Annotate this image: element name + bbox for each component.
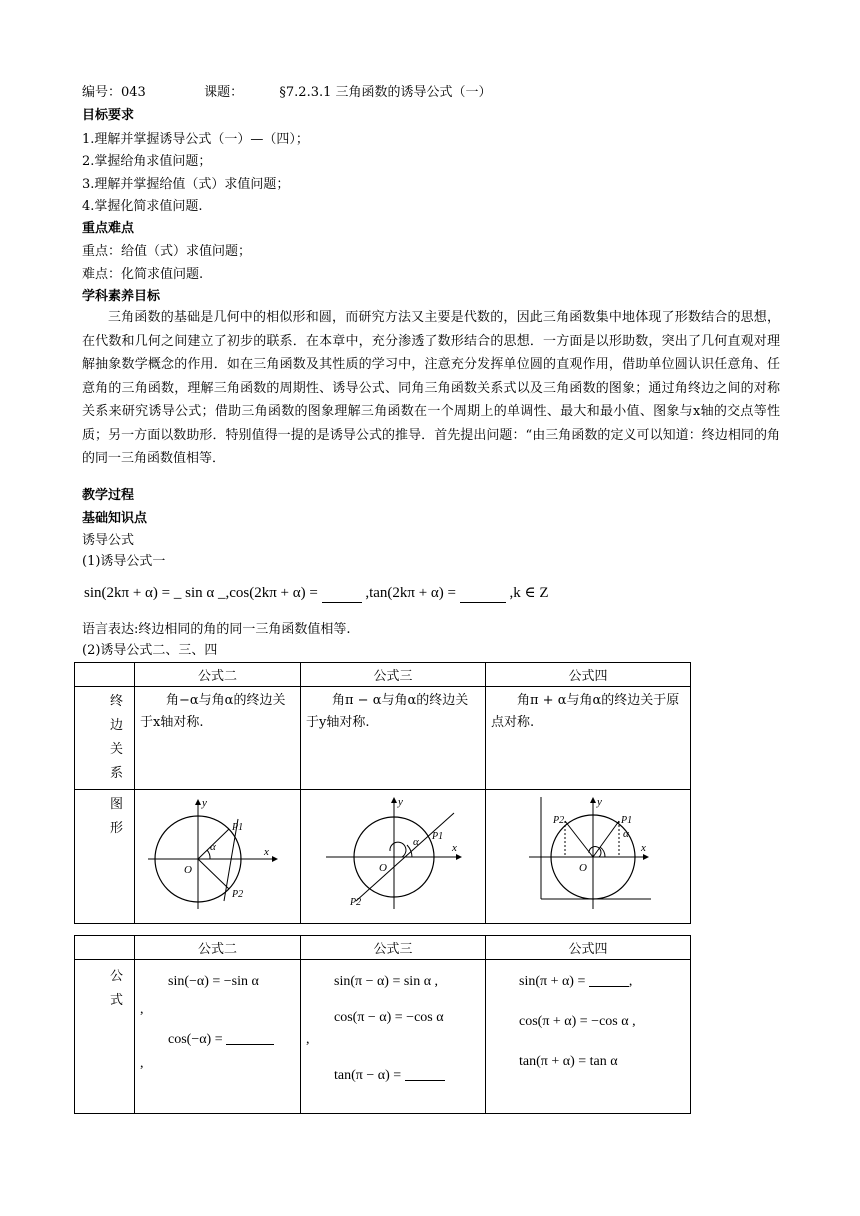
svg-text:α: α (413, 836, 419, 848)
svg-text:O: O (579, 862, 587, 874)
corner-cell (75, 936, 135, 960)
goals-heading: 目标要求 (82, 108, 135, 123)
row-label-relation: 终边关系 (75, 687, 135, 790)
formula3-sin: sin(π − α) = sin α , (334, 974, 439, 989)
comma: , (140, 1002, 144, 1017)
svg-text:x: x (452, 842, 457, 854)
formula-table (74, 935, 691, 1114)
svg-text:P2: P2 (232, 889, 244, 900)
svg-text:P2: P2 (350, 897, 362, 908)
formula4-sin-blank[interactable] (589, 972, 629, 987)
topic-label: 诱导公式 (82, 533, 135, 548)
literacy-paragraph: 三角函数的基础是几何中的相似形和圆，而研究方法又主要是代数的，因此三角函数集中地体现了形数结合的思想，在代数和几何之间建立了初步的联系．在本章中，充分渗透了数形结合的思想．一方面是以形助数，突出了几何直观对理解抽象数学概念的作用．如在三角函数及其性质的学习中，注意充分发挥单位圆的直观作用，借助单位圆认识任意角、任意角的三角函数，理解三角函数的周期性、诱导公式、同角三角函数关系式以及三角函数的图象；通过角终边之间的对称关系来研究诱导公式；借助三角函数的图象理解三角函数在一个周期上的单调性、最大和最小值、图象与x轴的交点等性质；另一方面以数助形．特别值得一提的是诱导公式的推导．首先提出问题：“由三角函数的定义可以知道：终边相同的角的同一三角函数值相等． (82, 310, 780, 466)
statement: 语言表达:终边相同的角的同一三角函数值相等. (82, 622, 351, 637)
row-label-figure: 图形 (75, 790, 135, 924)
header-line (82, 83, 492, 103)
col-header: 公式三 (301, 663, 486, 687)
literacy-heading: 学科素养目标 (82, 289, 161, 304)
formula2-sin: sin(−α) = −sin α (168, 974, 259, 989)
relation-cell: 角π − α与角α的终边关于y轴对称. (301, 687, 486, 790)
formula1-sin: sin(2kπ + α) = _ (84, 585, 182, 601)
figure-formula4 (491, 793, 681, 911)
goal-item: 2.掌握给角求值问题； (82, 154, 212, 169)
formula2-cos-blank[interactable] (226, 1030, 274, 1045)
formula4-cos: cos(π + α) = −cos α , (519, 1014, 636, 1029)
figure-cell (486, 790, 691, 924)
formula3-cos: cos(π − α) = −cos α (334, 1010, 444, 1025)
figure-cell (135, 790, 301, 924)
formula3-cell (301, 960, 486, 1114)
formula1-tan: ,tan(2kπ + α) = (365, 585, 456, 601)
svg-text:P1: P1 (432, 831, 444, 842)
col-header: 公式四 (486, 936, 691, 960)
process-heading: 教学过程 (82, 488, 135, 503)
svg-text:O: O (184, 864, 192, 876)
key-point: 重点：给值（式）求值问题； (82, 244, 252, 259)
figure-cell (301, 790, 486, 924)
topic-label: 课题： (204, 85, 244, 100)
formula2-cos: cos(−α) = (168, 1032, 223, 1047)
corner-cell (75, 663, 135, 687)
formula1-cos-blank[interactable] (322, 585, 362, 603)
svg-text:y: y (202, 797, 207, 809)
difficulty-point: 难点：化简求值问题. (82, 267, 204, 282)
formula1-tail: ,k ∈ Z (509, 585, 549, 601)
col-header: 公式二 (135, 663, 301, 687)
svg-text:x: x (264, 846, 269, 858)
keypoints-heading: 重点难点 (82, 221, 135, 236)
svg-text:P2: P2 (553, 815, 565, 826)
svg-text:P1: P1 (232, 822, 244, 833)
col-header: 公式二 (135, 936, 301, 960)
formula-one (84, 583, 549, 603)
col-header: 公式四 (486, 663, 691, 687)
basics-subheading: 基础知识点 (82, 511, 148, 526)
formula1-sin-answer: sin α (185, 585, 215, 601)
comma: , (306, 1032, 310, 1047)
row-label-formula: 公式 (75, 960, 135, 1114)
svg-text:α: α (623, 828, 629, 840)
formula1-label: (1)诱导公式一 (82, 554, 166, 569)
figure-formula2 (140, 793, 290, 911)
formula234-label: (2)诱导公式二、三、四 (82, 643, 218, 658)
formula4-tan: tan(π + α) = tan α (519, 1054, 618, 1069)
goal-item: 4.掌握化简求值问题. (82, 199, 203, 214)
formula4-cell: sin(π + α) = , cos(π + α) = −cos α , tan(π + α) = tan α (486, 960, 691, 1114)
col-header: 公式三 (301, 936, 486, 960)
svg-text:y: y (597, 796, 602, 808)
relation-cell: 角π + α与角α的终边关于原点对称. (486, 687, 691, 790)
svg-text:x: x (641, 842, 646, 854)
svg-text:P1: P1 (621, 815, 633, 826)
relation-cell: 角−α与角α的终边关于x轴对称. (135, 687, 301, 790)
svg-text:y: y (398, 796, 403, 808)
figure-formula3 (306, 793, 476, 911)
formula3-tan: tan(π − α) = (334, 1068, 402, 1083)
svg-text:O: O (379, 862, 387, 874)
lesson-number: 编号：043 (82, 85, 146, 100)
formula1-cos: _,cos(2kπ + α) = (217, 585, 318, 601)
formula3-tan-blank[interactable] (405, 1066, 445, 1081)
lesson-topic: §7.2.3.1 三角函数的诱导公式（一） (279, 85, 492, 100)
formula4-sin: sin(π + α) = (519, 974, 586, 989)
goal-item: 1.理解并掌握诱导公式（一）—（四）； (82, 132, 309, 147)
formula1-tan-blank[interactable] (460, 585, 506, 603)
comma: , (140, 1056, 144, 1071)
goal-item: 3.理解并掌握给值（式）求值问题； (82, 177, 290, 192)
formula2-cell (135, 960, 301, 1114)
svg-text:α: α (210, 841, 216, 853)
relation-table (74, 662, 691, 924)
